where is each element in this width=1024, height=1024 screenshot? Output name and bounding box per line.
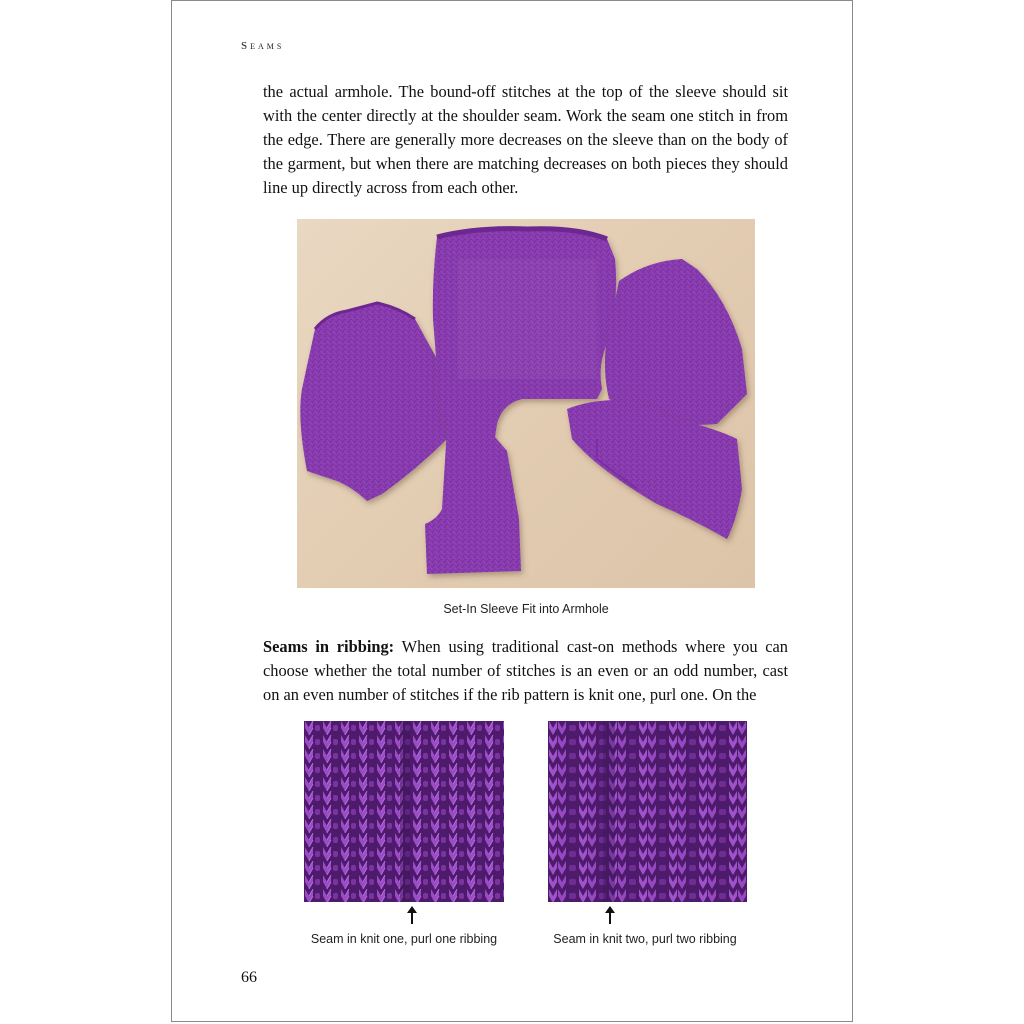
- figure-caption: Seam in knit two, purl two ribbing: [553, 932, 737, 946]
- page-number: 66: [241, 969, 257, 986]
- up-arrow-icon: [605, 906, 615, 924]
- figure-caption: Seam in knit one, purl one ribbing: [310, 932, 498, 946]
- ribbing-k1p1-photo: [304, 721, 504, 902]
- body-paragraph: [263, 635, 788, 707]
- paragraph-text: When using traditional cast-on methods where you can choose whether the total number of stitches is an even or an odd number, cast on an even number of stitches if the rib pattern is knit one, purl one. On the: [263, 637, 789, 704]
- ribbing-k2p2-photo: [548, 721, 747, 902]
- sweater-pieces-photo: [297, 219, 755, 588]
- run-in-heading: Seams in ribbing:: [263, 637, 395, 656]
- book-page: [171, 0, 853, 1022]
- figure-caption: Set-In Sleeve Fit into Armhole: [443, 602, 609, 616]
- running-head: Seams: [241, 40, 285, 52]
- up-arrow-icon: [407, 906, 417, 924]
- body-paragraph: the actual armhole. The bound-off stitches at the top of the sleeve should sit with the center directly at the shoulder seam. Work the seam one stitch in from the edge. There are generally more decreases on the sleeve than on the body of the garment, but when there are matching decreases on both pieces they should line up directly across from each other.: [263, 82, 788, 197]
